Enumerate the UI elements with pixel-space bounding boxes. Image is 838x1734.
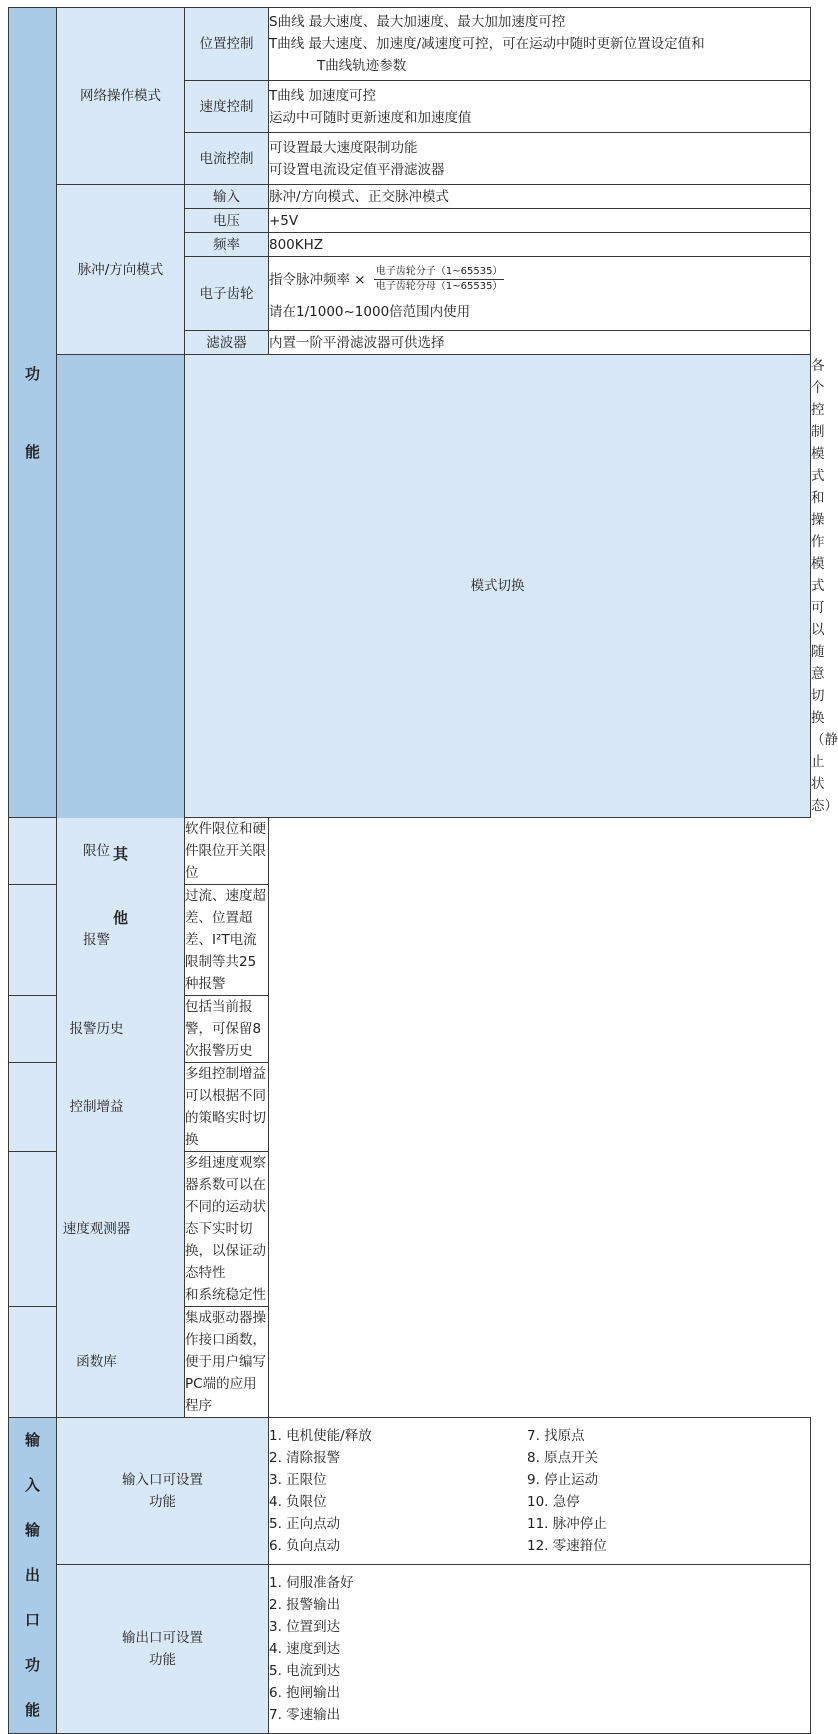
position-control-value xyxy=(269,8,811,81)
gear-fraction xyxy=(374,266,505,293)
output-port-label-1: 输出口可设置 xyxy=(122,1630,203,1647)
input-item-8: 8. 原点开关 xyxy=(527,1450,599,1467)
output-item-1: 1. 伺服准备好 xyxy=(269,1575,354,1592)
category-other-char-1: 其 xyxy=(112,845,128,863)
mode-switch-label: 模式切换 xyxy=(185,355,811,818)
filter-label: 滤波器 xyxy=(185,331,269,355)
input-item-1: 1. 电机使能/释放 xyxy=(269,1428,372,1445)
input-item-12: 12. 零速箝位 xyxy=(527,1538,607,1555)
pulse-input-value: 脉冲/方向模式、正交脉冲模式 xyxy=(269,185,811,209)
filter-value: 内置一阶平滑滤波器可供选择 xyxy=(269,331,811,355)
input-item-11: 11. 脉冲停止 xyxy=(527,1516,607,1533)
output-port-label xyxy=(57,1565,269,1734)
frequency-label: 频率 xyxy=(185,233,269,257)
speed-control-label: 速度控制 xyxy=(185,81,269,133)
output-port-functions xyxy=(269,1565,811,1734)
category-io-char-7: 能 xyxy=(24,1701,40,1719)
frequency-value: 800KHZ xyxy=(269,233,811,257)
category-io-char-1: 输 xyxy=(24,1431,40,1449)
position-line-3: T曲线轨迹参数 xyxy=(317,58,407,74)
output-item-4: 4. 速度到达 xyxy=(269,1641,341,1658)
speed-observer-label: 速度观测器 xyxy=(9,1152,185,1307)
spec-table: 功 能 网络操作模式 位置控制 S曲线 最大速度、最大加速度、最大加加速度可控 T曲线 最大速度、加速度/减速度可控，可在运动中随时更新位置设定值和 T曲线轨迹参数 速度控制 T曲线 加速度可控 运动中可随时更新速度和加速度值 电流控制 可设置最大速度限制功能 可设置电流设定值平滑滤波器 脉冲/方向模式 输入 脉冲/方向模式、正交脉冲模式 电压 +5V 频率 800KHZ 电子齿轮 指令脉冲频率 × $\frac{\text{电子齿轮分子（1\textasciitilde{}65535）}}{\text{电子齿轮分母（1\textasciitilde{}65535）}}$ 请在1/1000~1000倍范围内使用 滤波器 内置一阶平滑滤波器可供选择 其 他 模式切换 各个控制模式和操作模式可以随意切换（静止状态） 限位 软件限位和硬件限位开关限位 报警 过流、速度超差、位置超差、I²T电流限制等共25种报警 报警历史 包括当前报警，可保留8次报警历史 控制增益 多组控制增益可以根据不同的策略实时切换 速度观测器 多组速度观察器系数可以在不同的运动状态下实时切换，以保证动态特性 和系统稳定性 函数库 集成驱动器操作接口函数，便于用户编写PC端的应用程序 输 入 输 出 口 功 能 输入口可设置 功能 1. 电机使能/释放 7. 找原点 2. 清除报警 8. 原点开关 3. 正限位 9. 停止运动 4. 负限位 10. 急停 5. 正向点动 11. 脉冲停止 6. 负向点动 12. 零速箝位 输出口可设置 功能 1. 伺服准备好 2. 报警输出 3. 位置到达 4. 速度到达 5. 电流到达 6. 抱闸输出 7. 零速输出 xyxy=(8,7,811,1734)
input-item-4: 4. 负限位 xyxy=(269,1494,327,1511)
category-io-char-2: 入 xyxy=(24,1476,40,1494)
current-control-label: 电流控制 xyxy=(185,133,269,185)
speed-line-1: T曲线 加速度可控 xyxy=(269,87,377,104)
speed-observer-line-2: 和系统稳定性 xyxy=(185,1287,266,1303)
category-function-char-2: 能 xyxy=(24,442,40,461)
output-item-2: 2. 报警输出 xyxy=(269,1597,341,1614)
position-line-2: T曲线 最大速度、加速度/减速度可控，可在运动中随时更新位置设定值和 xyxy=(269,36,705,52)
output-port-label-2: 功能 xyxy=(149,1652,176,1669)
gear-formula xyxy=(269,265,810,295)
pulse-input-label: 输入 xyxy=(185,185,269,209)
input-port-label xyxy=(57,1418,269,1565)
function-library-value: 集成驱动器操作接口函数，便于用户编写PC端的应用程序 xyxy=(185,1307,269,1418)
control-gain-label: 控制增益 xyxy=(9,1063,185,1152)
electronic-gear-label: 电子齿轮 xyxy=(185,257,269,331)
input-item-6: 6. 负向点动 xyxy=(269,1538,341,1555)
input-item-7: 7. 找原点 xyxy=(527,1428,585,1445)
electronic-gear-value xyxy=(269,257,811,331)
input-item-3: 3. 正限位 xyxy=(269,1472,327,1489)
pulse-mode-label: 脉冲/方向模式 xyxy=(57,185,185,355)
function-library-label: 函数库 xyxy=(9,1307,185,1418)
current-line-2: 可设置电流设定值平滑滤波器 xyxy=(269,161,445,178)
category-io-char-3: 输 xyxy=(24,1521,40,1539)
limit-label: 限位 xyxy=(9,818,185,885)
position-control-label: 位置控制 xyxy=(185,8,269,81)
output-item-7: 7. 零速输出 xyxy=(269,1707,341,1724)
category-other-char-2: 他 xyxy=(112,909,128,927)
control-gain-value: 多组控制增益可以根据不同的策略实时切换 xyxy=(185,1063,269,1152)
output-item-6: 6. 抱闸输出 xyxy=(269,1685,341,1702)
speed-control-value xyxy=(269,81,811,133)
speed-line-2: 运动中可随时更新速度和加速度值 xyxy=(269,109,472,126)
gear-denominator: 电子齿轮分母（1~65535） xyxy=(375,281,503,292)
input-item-9: 9. 停止运动 xyxy=(527,1472,599,1489)
speed-observer-value xyxy=(185,1152,269,1307)
input-item-2: 2. 清除报警 xyxy=(269,1450,341,1467)
input-port-grid xyxy=(269,1425,810,1557)
gear-formula-prefix: 指令脉冲频率 × xyxy=(269,271,366,288)
limit-value: 软件限位和硬件限位开关限位 xyxy=(185,818,269,885)
network-mode-label: 网络操作模式 xyxy=(57,8,185,185)
output-item-3: 3. 位置到达 xyxy=(269,1619,341,1636)
category-io-char-6: 功 xyxy=(24,1656,40,1674)
gear-numerator: 电子齿轮分子（1~65535） xyxy=(374,266,505,280)
input-port-label-2: 功能 xyxy=(149,1494,176,1511)
category-io-char-4: 出 xyxy=(24,1566,40,1584)
input-item-10: 10. 急停 xyxy=(527,1494,580,1511)
category-io-char-5: 口 xyxy=(24,1611,40,1629)
voltage-value: +5V xyxy=(269,209,811,233)
category-function-char-1: 功 xyxy=(24,364,40,383)
input-port-functions xyxy=(269,1418,811,1565)
alarm-history-value: 包括当前报警，可保留8次报警历史 xyxy=(185,996,269,1063)
output-item-5: 5. 电流到达 xyxy=(269,1663,341,1680)
alarm-value: 过流、速度超差、位置超差、I²T电流限制等共25种报警 xyxy=(185,885,269,996)
alarm-history-label: 报警历史 xyxy=(9,996,185,1063)
voltage-label: 电压 xyxy=(185,209,269,233)
input-item-5: 5. 正向点动 xyxy=(269,1516,341,1533)
category-io xyxy=(9,1418,57,1734)
speed-observer-line-1: 多组速度观察器系数可以在不同的运动状态下实时切换，以保证动态特性 xyxy=(185,1155,266,1281)
current-control-value xyxy=(269,133,811,185)
current-line-1: 可设置最大速度限制功能 xyxy=(269,139,418,156)
category-function xyxy=(9,8,57,818)
input-port-label-1: 输入口可设置 xyxy=(122,1472,203,1489)
gear-note: 请在1/1000~1000倍范围内使用 xyxy=(269,303,471,320)
alarm-label: 报警 xyxy=(9,885,185,996)
position-line-1: S曲线 最大速度、最大加速度、最大加加速度可控 xyxy=(269,14,566,30)
